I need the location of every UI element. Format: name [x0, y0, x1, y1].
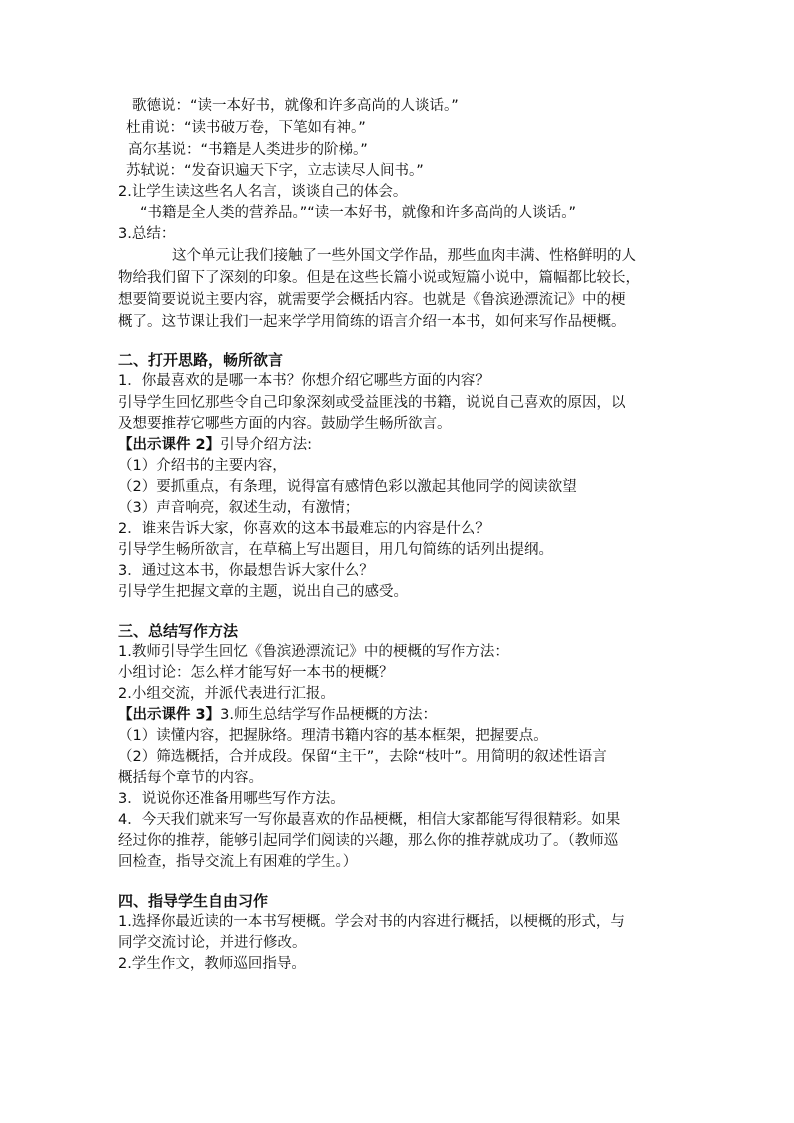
section-2-heading: 二、打开思路，畅所欲言 [118, 351, 284, 369]
courseware-3-tag: 【出示课件 3】 [118, 707, 221, 723]
section-3-line: 概括每个章节的内容。 [118, 770, 263, 786]
summary-line: 这个单元让我们接触了一些外国文学作品，那些血肉丰满、性格鲜明的人 [172, 248, 636, 264]
method-item: （3）声音响亮，叙述生动，有激情； [118, 500, 360, 516]
section-2-line: 引导学生畅所欲言，在草稿上写出题目，用几句简练的话列出提纲。 [118, 542, 553, 558]
section-3-line: 4．今天我们就来写一写你最喜欢的作品梗概，相信大家都能写得很精彩。如果 [118, 812, 621, 828]
method-item: （1）介绍书的主要内容， [118, 458, 287, 474]
courseware-3-line [118, 705, 678, 726]
summary-line: 想要简要说说主要内容，就需要学会概括内容。也就是《鲁滨逊漂流记》中的梗 [118, 292, 626, 308]
section-4-line: 1.选择你最近读的一本书写梗概。学会对书的内容进行概括，以梗概的形式，与 [118, 914, 625, 930]
section-3-line: 3．说说你还准备用哪些写作方法。 [118, 791, 345, 807]
section-3-line: 2.小组交流，并派代表进行汇报。 [118, 686, 335, 702]
section-3-line: （1）读懂内容，把握脉络。理清书籍内容的基本框架，把握要点。 [118, 728, 548, 744]
section-4-line: 同学交流讨论，并进行修改。 [118, 935, 307, 951]
section-2-line: 3．通过这本书，你最想告诉大家什么？ [118, 563, 374, 579]
courseware-2-line [118, 435, 678, 456]
section-4-line: 2.学生作文，教师巡回指导。 [118, 956, 306, 972]
section-3-line: 小组讨论：怎么样才能写好一本书的梗概？ [118, 665, 394, 681]
section-2-line: 及想要推荐它哪些方面的内容。鼓励学生畅所欲言。 [118, 416, 452, 432]
section-2-line: 引导学生回忆那些令自己印象深刻或受益匪浅的书籍，说说自己喜欢的原因，以 [118, 395, 626, 411]
intro-item-2: 2.让学生读这些名人名言，谈谈自己的体会。 [118, 184, 408, 200]
courseware-2-tag: 【出示课件 2】 [118, 437, 221, 453]
section-3-line: 经过你的推荐，能够引起同学们阅读的兴趣，那么你的推荐就成功了。（教师巡 [118, 833, 619, 849]
summary-line: 概了。这节课让我们一起来学学用简练的语言介绍一本书，如何来写作品梗概。 [118, 314, 626, 330]
quote-gorky: 高尔基说：“书籍是人类进步的阶梯。” [128, 142, 368, 158]
courseware-2-text: 引导介绍方法: [220, 437, 313, 453]
section-3-line: 1.教师引导学生回忆《鲁滨逊漂流记》中的梗概的写作方法： [118, 644, 509, 660]
section-3-line: （2）筛选概括，合并成段。保留“主干”，去除“枝叶”。用简明的叙述性语言 [118, 749, 607, 765]
quote-sushi: 苏轼说：“发奋识遍天下字，立志读尽人间书。” [126, 163, 424, 179]
summary-line: 物给我们留下了深刻的印象。但是在这些长篇小说或短篇小说中，篇幅都比较长， [118, 270, 640, 286]
intro-quote-line: “书籍是全人类的营养品。”“读一本好书，就像和许多高尚的人谈话。” [140, 205, 577, 221]
quote-dufu: 杜甫说：“读书破万卷，下笔如有神。” [126, 120, 366, 136]
section-3-heading: 三、总结写作方法 [118, 622, 239, 640]
quote-goethe: 歌德说：“读一本好书，就像和许多高尚的人谈话。” [132, 98, 459, 114]
section-2-line: 2．谁来告诉大家，你喜欢的这本书最难忘的内容是什么？ [118, 521, 490, 537]
section-2-line: 1．你最喜欢的是哪一本书？你想介绍它哪些方面的内容？ [118, 373, 490, 389]
section-2-line: 引导学生把握文章的主题，说出自己的感受。 [118, 584, 408, 600]
section-3-line: 回检查，指导交流上有困难的学生。） [118, 854, 358, 870]
section-4-heading: 四、指导学生自由习作 [118, 892, 269, 910]
courseware-3-text: 3.师生总结学写作品梗概的方法： [220, 707, 437, 723]
intro-item-3: 3.总结： [118, 226, 176, 242]
method-item: （2）要抓重点，有条理，说得富有感情色彩以激起其他同学的阅读欲望 [118, 479, 577, 495]
